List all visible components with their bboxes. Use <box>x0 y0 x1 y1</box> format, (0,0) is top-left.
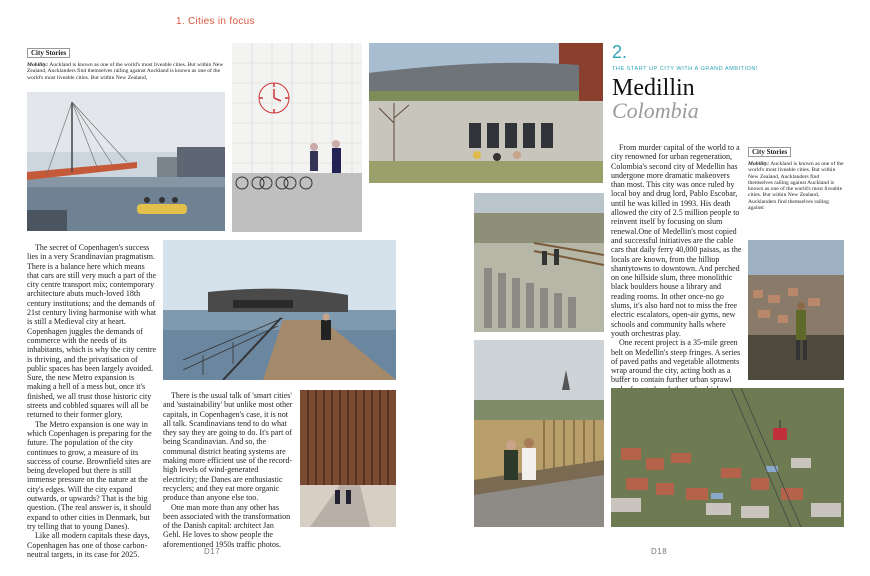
photo-copenhagen-bridge <box>27 92 225 231</box>
body-column-1 <box>27 243 157 559</box>
photo-library-terrace <box>369 43 603 183</box>
photo-clock-building <box>232 43 362 232</box>
sidebar-title: City Stories <box>748 147 791 157</box>
photo-escalator-railing <box>474 193 604 332</box>
paragraph: Like all modern capitals these days, Copenhagen has one of those carbon-neutral targets, in its case for 2025. <box>27 531 150 559</box>
photo-couple-on-steps <box>474 340 604 527</box>
page-number-left: D17 <box>204 547 221 556</box>
city-title: Medillin <box>612 75 695 101</box>
city-stories-sidebar-right <box>748 141 844 211</box>
paragraph: There is the usual talk of 'smart cities' and 'sustainability' but unlike most other capitals, in Copenhagen's case, it is not all talk. Scandinavians tend to do what they say they are going to do. It's part of being Scandinavian. And so, the communal district heating systems are making more efficient use of the record-high levels of wind-generated electricity; the Danes are enthusiastic recyclers; and they eat more organic produce than anyone else too. <box>163 391 293 503</box>
photo-cable-car-slums <box>611 388 844 527</box>
paragraph: One recent project is a 35-mile green belt on Medellin's steep fringes. A series of paved paths and vegetable allotments wrap around the city, acting both as a buffer to contain further urban sprawl <box>611 338 741 385</box>
paragraph: From murder capital of the world to a city renowned for urban regeneration, Colombia's second city of Medellin has undergone more dramatic makeovers than most. This city was once ruled by local boy and drug lord, Pablo Escobar, until he was killed in 1993. His death allowed the city of 2.5 million people to reinvent itself by focusing on slum renewal.One of Medellin's most copied and successful initiatives are the cable cars that daily ferry 40,000 paisas, as the locals are known, from the hilltop shantytowns to downtown. And perched on one hillside slum, three monolithic black boulders house a library and reading rooms. In other once-no go slums, it's also hard not to miss the free electric escalators, open-air gyms, new schools and community halls where youth orchestras play. <box>611 143 742 338</box>
photo-hillside-person <box>748 240 844 380</box>
body-column-2 <box>163 391 293 549</box>
body-column-right <box>611 143 743 413</box>
sidebar-title: City Stories <box>27 48 70 58</box>
sidebar-body: Auckland is known as one of the world's most liveable cities. But within New Zealand, Aucklanders find themselves railing against Auckland is known as one of the world's most liveable cities. But within New Zealand, <box>27 62 224 81</box>
chapter-number: 2. <box>612 42 628 62</box>
sidebar-lead: Mobility: <box>27 62 49 68</box>
section-header: 1. Cities in focus <box>176 16 255 27</box>
sidebar-text <box>27 62 225 81</box>
sidebar-text <box>748 161 844 211</box>
country-title: Colombia <box>612 98 699 123</box>
sidebar-lead: Mobility: <box>748 161 770 167</box>
paragraph: The secret of Copenhagen's success lies in a very Scandinavian pragmatism. There is a balance here which means that cars are still very much a part of the city centre transport mix; contemporary architecture abuts much-loved 18th century institutions; and the demands of 21st century living harmonise with what is still a Medieval city at heart. Copenhagen juggles the demands of commerce with the needs of its inhabitants, which is why the city centre is thriving, and the privatisation of public spaces has been largely avoided. Sure, the new Metro expansion is making a hell of a mess but, once it's finished, we all trust those historic city streets and cobbled squares will all be returned to their former glory. <box>27 243 157 420</box>
paragraph: One man more than any other has been associated with the transformation of the Danish capital: architect Jan Gehl. He loves to show people the aforementioned 1950s traffic photos. <box>163 502 291 549</box>
photo-timber-facade <box>300 390 396 527</box>
sidebar-body: Auckland is known as one of the world's most liveable cities. But within New Zealand, Aucklanders find themselves railing against Auckland is known as one of the world's most liveable cities. But within New Zealand, Aucklanders find themselves railing against <box>748 161 844 212</box>
chapter-tagline: THE START UP CITY WITH A GRAND AMBITION! <box>612 66 758 72</box>
page-number-right: D18 <box>651 547 668 556</box>
city-stories-sidebar-left <box>27 42 225 81</box>
photo-harbour-pier <box>163 240 396 380</box>
paragraph: The Metro expansion is one way in which Copenhagen is preparing for the future. The population of the city continues to grow, a measure of its success of course. Brownfield sites are being developed but there is still immense pressure on the nature at the city's edges. Will the city expand outwards, or upwards? That is the big question. (The real answer is, it should expand to other cities in Denmark, but try telling that to young Danes). <box>27 419 152 531</box>
